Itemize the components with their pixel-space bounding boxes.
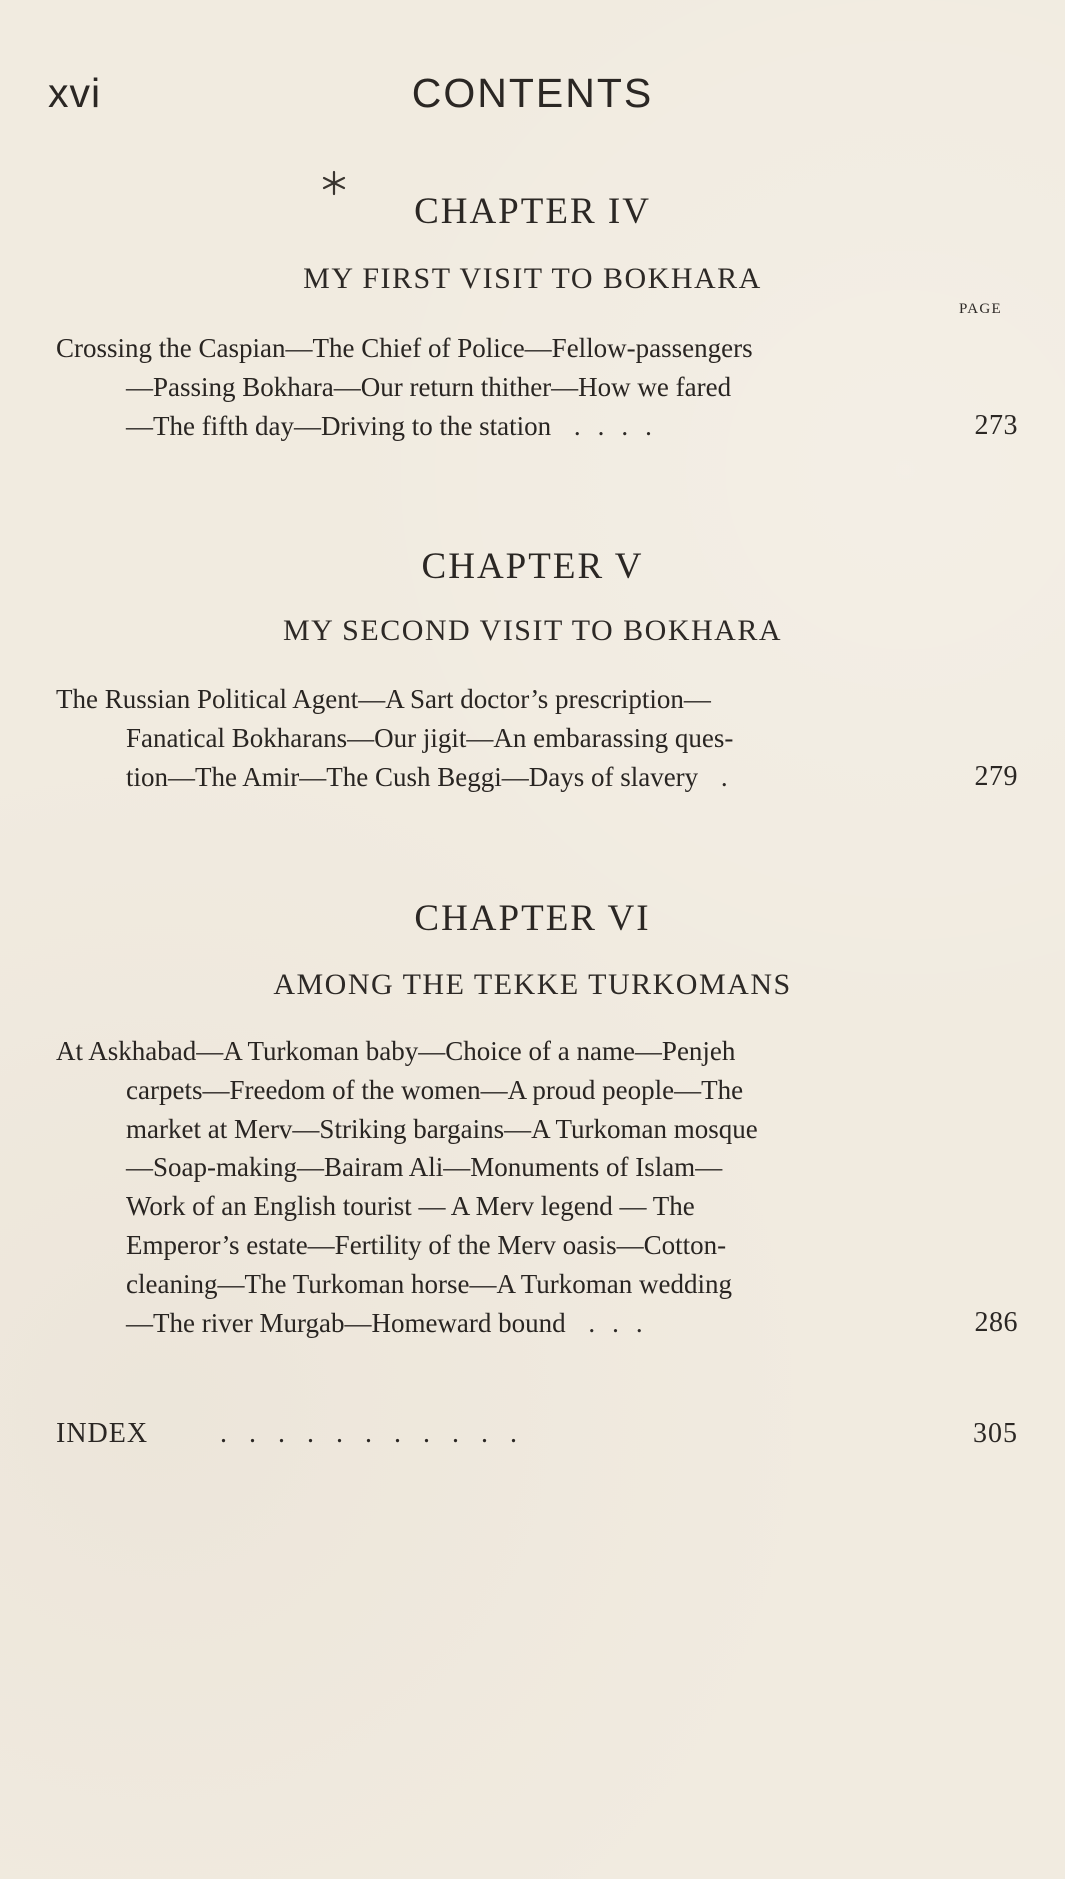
chapter-vi-leaders: ...: [588, 1307, 660, 1338]
chapter-v-subtitle: MY SECOND VISIT TO BOKHARA: [282, 614, 783, 647]
running-head: [48, 70, 1017, 120]
chapter-v-page: 279: [974, 760, 1018, 792]
page-column-label: PAGE: [959, 301, 1002, 317]
chapter-vi-text-7: cleaning—The Turkoman horse—A Turkoman wedding: [126, 1268, 732, 1299]
chapter-iv-line-3: [56, 407, 1018, 446]
chapter-iv-line-2: [56, 368, 1018, 407]
chapter-v-text-3: tion—The Amir—The Cush Beggi—Days of slavery: [126, 761, 699, 792]
index-entry: [56, 1418, 1018, 1460]
index-label: INDEX: [56, 1418, 149, 1449]
chapter-vi-text-4: —Soap-making—Bairam Ali—Monuments of Islam—: [126, 1152, 723, 1183]
chapter-vi-line-8: [56, 1304, 1018, 1343]
chapter-vi-text-1: At Askhabad—A Turkoman baby—Choice of a name—Penjeh: [56, 1036, 736, 1066]
index-page: 305: [973, 1418, 1018, 1449]
chapter-iv-subtitle: MY FIRST VISIT TO BOKHARA: [303, 262, 762, 295]
chapter-v-entry: [56, 680, 1018, 796]
chapter-vi-line-2: [56, 1071, 1018, 1110]
chapter-vi-text-6: Emperor’s estate—Fertility of the Merv oasis—Cotton-: [126, 1229, 727, 1260]
running-title: CONTENTS: [411, 70, 654, 116]
chapter-v-text-1: The Russian Political Agent—A Sart doctor’s prescription—: [56, 684, 711, 714]
chapter-v-line-3: [56, 758, 1018, 797]
chapter-v-leaders: .: [720, 761, 745, 792]
chapter-iv-page: 273: [974, 409, 1018, 441]
chapter-vi-heading: CHAPTER VI: [414, 898, 651, 939]
chapter-vi-line-7: [56, 1265, 1018, 1304]
chapter-iv-entry: [56, 329, 1018, 445]
page-number: xvi: [48, 70, 102, 116]
chapter-vi-line-4: [56, 1148, 1018, 1187]
chapter-vi-line-3: [56, 1110, 1018, 1149]
chapter-vi-entry: [56, 1032, 1018, 1342]
chapter-v-text-2: Fanatical Bokharans—Our jigit—An embarassing ques-: [126, 722, 734, 753]
chapter-vi-page: 286: [974, 1306, 1018, 1338]
chapter-vi-text-2: carpets—Freedom of the women—A proud people—The: [126, 1074, 744, 1105]
chapter-vi-text-3: market at Merv—Striking bargains—A Turkoman mosque: [126, 1113, 758, 1144]
chapter-v-line-1: [56, 680, 1018, 719]
chapter-iv-text-1: Crossing the Caspian—The Chief of Police—Fellow-passengers: [56, 333, 753, 363]
chapter-vi-subtitle: AMONG THE TEKKE TURKOMANS: [273, 968, 792, 1001]
chapter-iv-text-2: —Passing Bokhara—Our return thither—How we fared: [126, 371, 732, 402]
chapter-iv-text-3: —The fifth day—Driving to the station: [126, 410, 552, 441]
chapter-vi-line-1: [56, 1032, 1018, 1071]
chapter-iv-heading: CHAPTER IV: [414, 191, 651, 232]
chapter-vi-text-5: Work of an English tourist — A Merv legend — The: [126, 1191, 695, 1222]
chapter-iv-line-1: [56, 329, 1018, 368]
chapter-iv-leaders: ....: [573, 410, 669, 441]
chapter-vi-text-8: —The river Murgab—Homeward bound: [126, 1307, 566, 1338]
chapter-vi-line-6: [56, 1226, 1018, 1265]
chapter-v-line-2: [56, 719, 1018, 758]
index-leaders: ...........: [220, 1418, 539, 1449]
chapter-v-heading: CHAPTER V: [421, 546, 644, 587]
chapter-vi-line-5: [56, 1187, 1018, 1226]
